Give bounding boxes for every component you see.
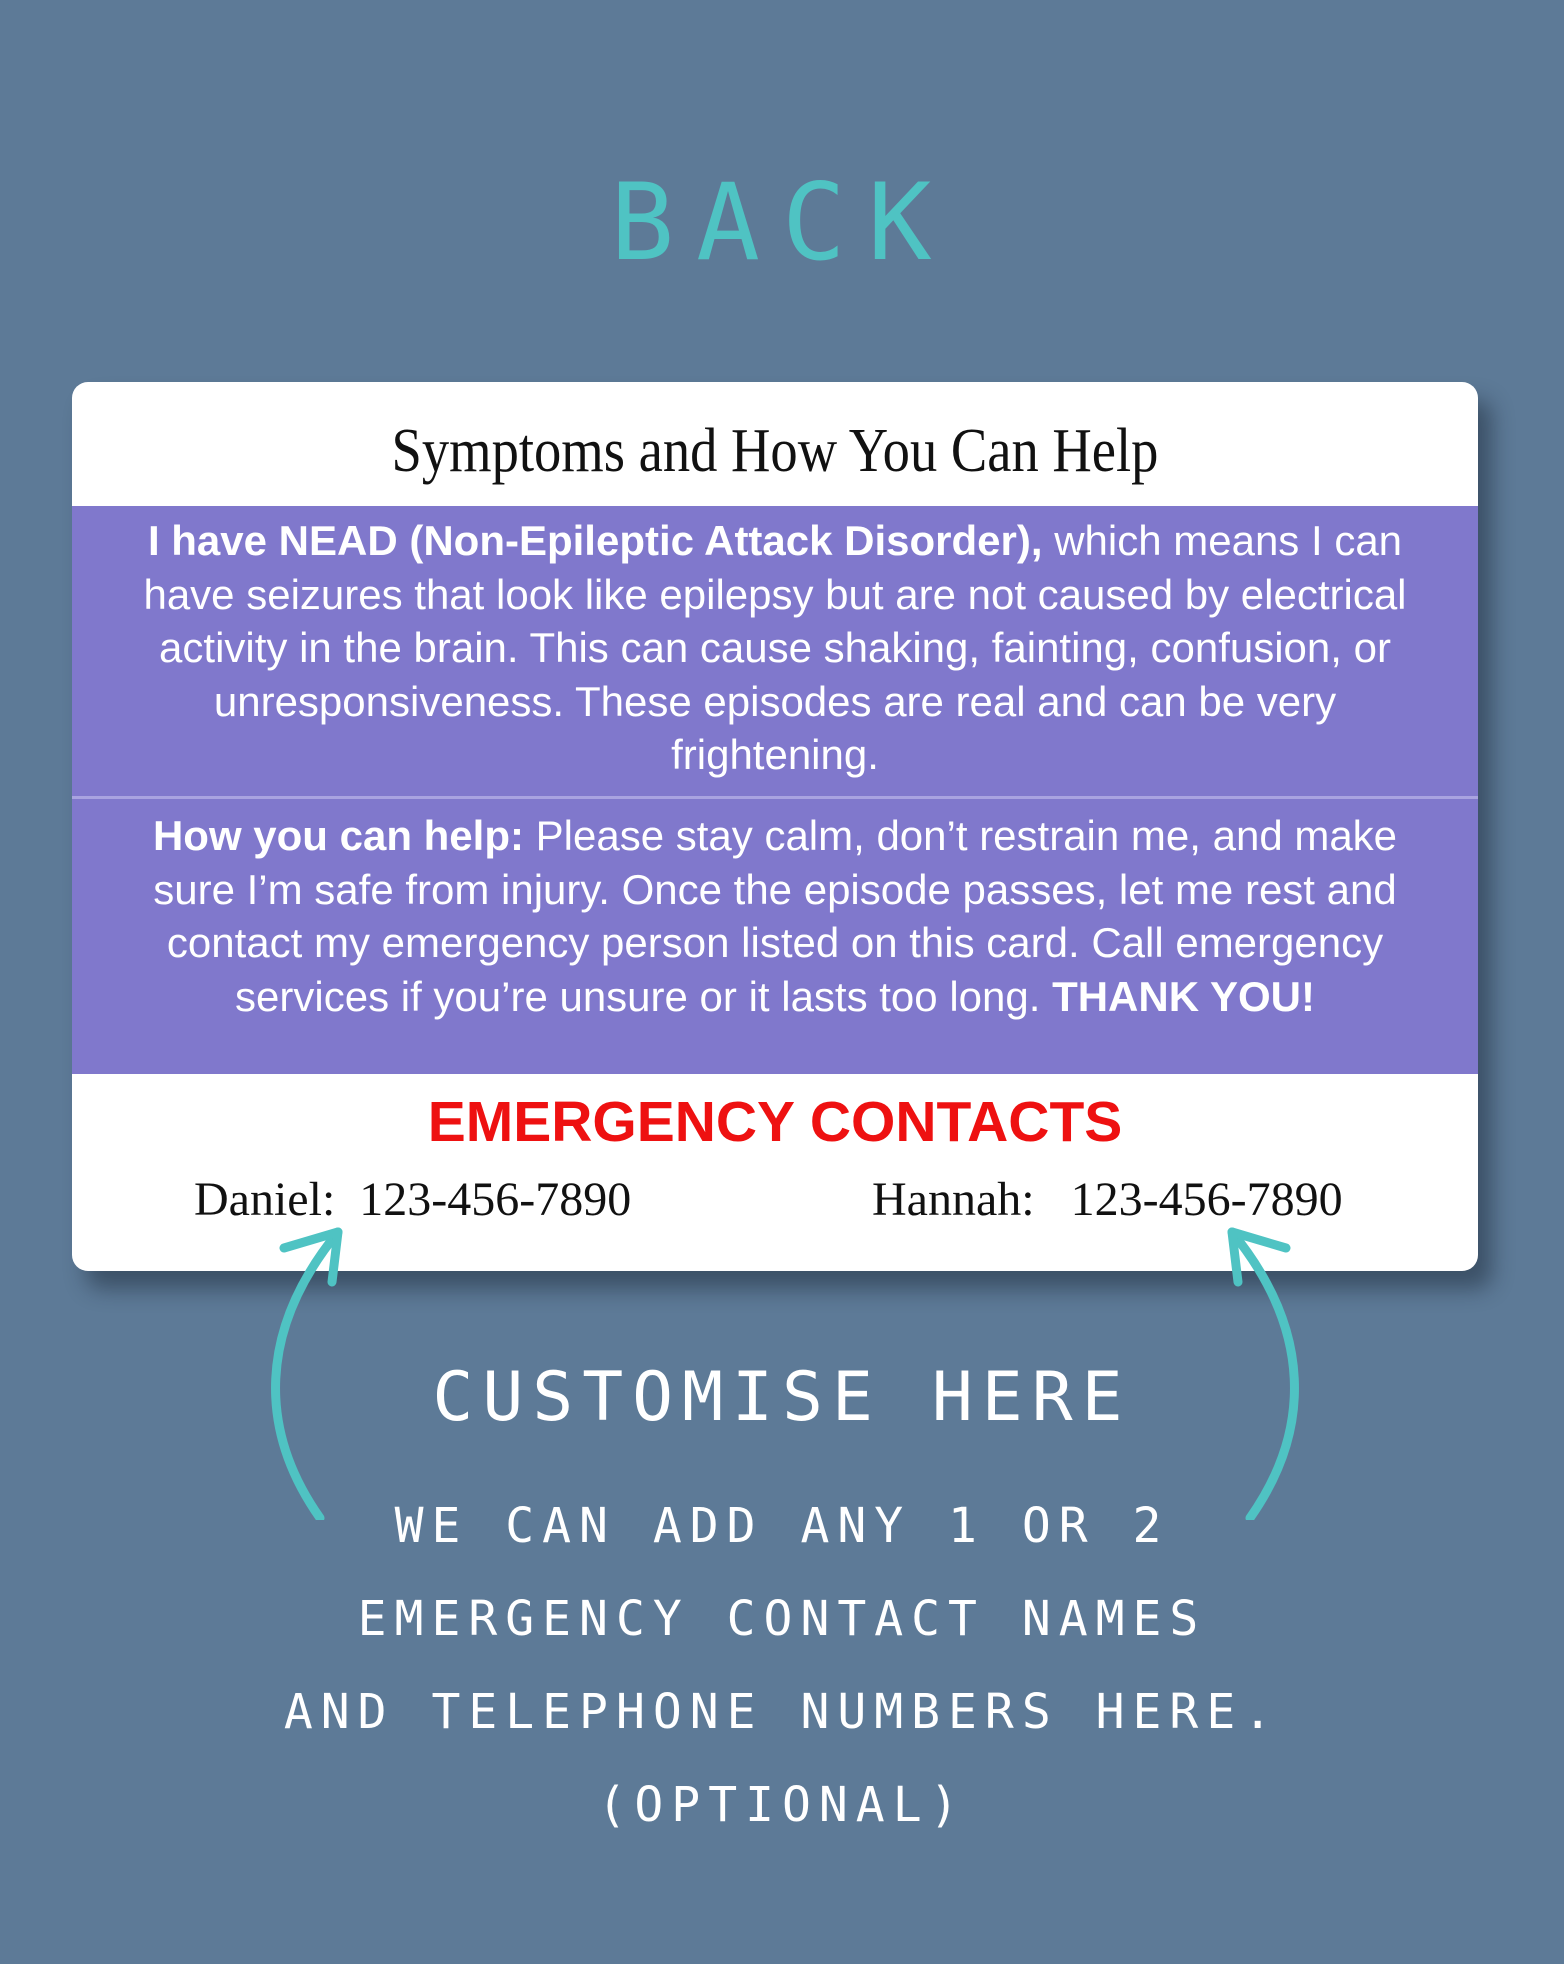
page-title: BACK xyxy=(610,161,954,284)
thank-you-text: THANK YOU! xyxy=(1052,972,1315,1020)
condition-bold-text: I have NEAD (Non-Epileptic Attack Disorder), xyxy=(147,517,1043,564)
contact-2: Hannah: 123-456-7890 xyxy=(872,1173,1343,1226)
customise-note-line: AND TELEPHONE NUMBERS HERE. xyxy=(283,1684,1281,1740)
condition-description xyxy=(142,514,1408,782)
info-panel xyxy=(72,506,1478,1074)
card-title: Symptoms and How You Can Help xyxy=(391,417,1159,485)
panel-divider xyxy=(72,796,1478,799)
emergency-contacts-heading: EMERGENCY CONTACTS xyxy=(427,1090,1123,1154)
customise-heading: CUSTOMISE HERE xyxy=(432,1358,1132,1437)
customise-note-line: EMERGENCY CONTACT NAMES xyxy=(357,1591,1207,1647)
help-instructions xyxy=(142,809,1408,1023)
medical-card xyxy=(72,382,1478,1271)
help-bold-text: How you can help: xyxy=(152,812,524,859)
customise-note-line: WE CAN ADD ANY 1 OR 2 xyxy=(394,1498,1170,1554)
customise-note xyxy=(0,1480,1564,1852)
condition-text: which means I can have seizures that look like epilepsy but are not caused by electrical activity in the brain. This can cause shaking, fainting, confusion, or unresponsiveness. These episodes are real and can be very frightening. xyxy=(143,517,1407,778)
help-text: Please stay calm, don’t restrain me, and make sure I’m safe from injury. Once the episode passes, let me rest and contact my emergency person listed on this card. Call emergency services if you’re unsure or it lasts too long. xyxy=(153,812,1398,1020)
contact-1: Daniel: 123-456-7890 xyxy=(194,1173,632,1226)
customise-note-line: (OPTIONAL) xyxy=(597,1777,967,1833)
